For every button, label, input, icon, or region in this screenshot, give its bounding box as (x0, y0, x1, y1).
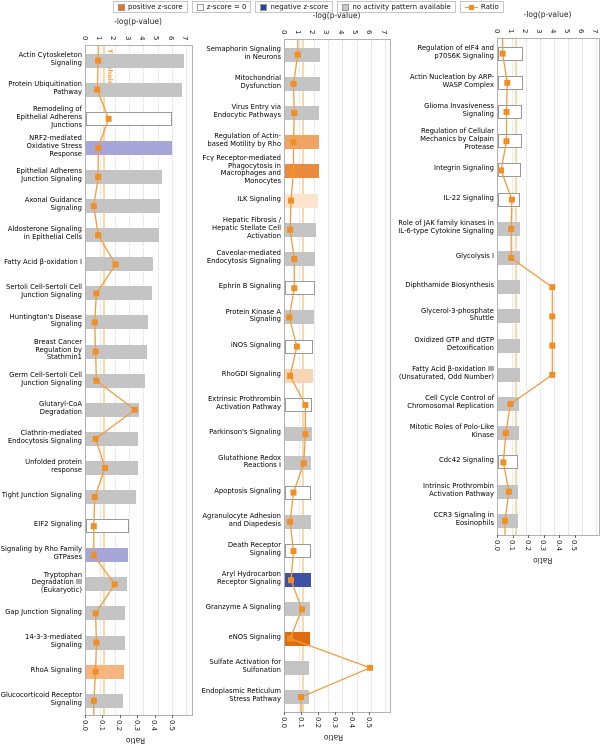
legend-item-label: no activity pattern available (352, 3, 451, 11)
ratio-tick-label: 0.3 (330, 717, 339, 729)
ratio-tick-label: 0.1 (508, 540, 516, 552)
pathway-label: Glioma Invasiveness Signaling (424, 102, 494, 118)
pathway-panel-2 (199, 0, 393, 746)
pathway-label: Clathrin-mediated Endocytosis Signaling (7, 428, 82, 445)
pathway-label: Integrin Signaling (433, 164, 494, 173)
pathway-label: Apoptosis Signaling (214, 486, 281, 495)
ratio-marker (298, 694, 304, 700)
ratio-line-overlay (86, 46, 192, 715)
pathway-label: Axonal Guidance Signaling (24, 196, 82, 213)
ratio-marker (92, 494, 98, 500)
pathway-label: Virus Entry via Endocytic Pathways (213, 103, 281, 119)
ratio-tick-label: 0.1 (97, 720, 106, 732)
neglogp-tick-label: 1 (293, 30, 302, 35)
neglogp-tick-label: 6 (166, 36, 175, 41)
ratio-marker (91, 523, 97, 529)
ratio-marker (91, 552, 97, 558)
ratio-tickmark (559, 535, 560, 538)
pathway-panel-3 (397, 0, 600, 746)
pathway-label: Fatty Acid β-oxidation I (4, 258, 82, 267)
ratio-marker (507, 401, 513, 407)
ratio-tickmark (528, 535, 529, 538)
ratio-marker (112, 581, 118, 587)
pathway-label: Huntington's Disease Signaling (9, 312, 82, 329)
ratio-tickmark (155, 715, 156, 718)
ratio-marker (286, 314, 292, 320)
pathway-label: Glycerol-3-phosphate Shuttle (421, 306, 494, 323)
ratio-tick-label: 0.4 (347, 717, 356, 729)
ratio-marker (102, 465, 108, 471)
neglogp-tick-label: 0 (492, 29, 501, 34)
ratio-marker (549, 313, 555, 319)
pathway-label: eNOS Signaling (228, 632, 281, 641)
neglogp-tick-label: 3 (322, 30, 331, 35)
pathway-label: RhoGDI Signaling (221, 369, 281, 378)
ratio-tick-label: 0.2 (523, 540, 532, 552)
ratio-marker (93, 290, 99, 296)
ratio-marker (549, 343, 555, 349)
neglogp-axis-title: -log(p-value) (114, 17, 162, 26)
ratio-marker (504, 80, 510, 86)
ratio-marker (500, 459, 506, 465)
ratio-tickmark (172, 715, 173, 718)
pathway-label: Semaphorin Signaling in Neurons (206, 44, 281, 61)
ratio-tick-label: 0.0 (492, 540, 501, 552)
pathway-label: Extrinsic Prothrombin Activation Pathway (208, 395, 281, 411)
ratio-tick-label: 0.2 (115, 720, 124, 732)
ratio-marker (94, 87, 100, 93)
neglogp-tick-label: 3 (534, 29, 543, 34)
pathway-label: Glucocorticoid Receptor Signaling (0, 690, 82, 707)
ratio-tickmark (137, 715, 138, 718)
ratio-marker (291, 139, 297, 145)
pathway-label: 14-3-3-mediated Signaling (25, 632, 82, 649)
pathway-label: NRF2-mediated Oxidative Stress Response (26, 134, 82, 158)
neglogp-tick-label: 7 (379, 30, 388, 35)
ratio-marker (291, 285, 297, 291)
ratio-marker (92, 320, 98, 326)
ratio-tick-label: 0.3 (132, 720, 141, 732)
ratio-marker (288, 198, 294, 204)
ratio-tickmark (318, 712, 319, 715)
ratio-marker (506, 489, 512, 495)
neglogp-tick-label: 4 (548, 29, 557, 34)
pathway-label: ILK Signaling (237, 194, 281, 203)
ratio-marker (91, 203, 97, 209)
neglogp-tick-label: 5 (562, 29, 571, 34)
neglogp-tick-label: 7 (180, 36, 189, 41)
ratio-line-overlay (285, 40, 390, 712)
ratio-marker (302, 402, 308, 408)
pathway-label: Sulfate Activation for Sulfonation (209, 657, 281, 674)
pathway-label: Germ Cell-Sertoli Cell Junction Signaling (9, 370, 82, 387)
ratio-tickmark (513, 535, 514, 538)
ratio-marker (508, 226, 514, 232)
neglogp-tick-label: 2 (308, 30, 317, 35)
ratio-marker (500, 51, 506, 57)
ratio-tick-label: 0.3 (539, 540, 547, 552)
ratio-tickmark (301, 712, 302, 715)
pathway-panel-1 (0, 0, 195, 746)
pathway-label: Tryptophan Degradation III (Eukaryotic) (31, 570, 82, 595)
pathway-label: iNOS Signaling (230, 340, 281, 349)
ratio-tick-label: 0.0 (279, 717, 288, 729)
ratio-marker (508, 255, 514, 261)
ratio-marker (287, 227, 293, 233)
ratio-tick-label: 0.0 (80, 720, 89, 732)
pathway-label: Ephrin B Signaling (218, 282, 281, 291)
pathway-label: Tight Junction Signaling (1, 491, 82, 500)
pathway-label: Protein Ubiquitination Pathway (8, 79, 82, 96)
ratio-tickmark (284, 712, 285, 715)
neglogp-tick-label: 6 (576, 29, 585, 34)
ratio-marker (91, 698, 97, 704)
ratio-tick-label: 0.1 (296, 717, 305, 729)
ratio-marker (295, 52, 301, 58)
ratio-tickmark (335, 712, 336, 715)
neglogp-tick-label: 1 (94, 36, 103, 41)
ratio-marker (504, 109, 510, 115)
neglogp-tick-label: 3 (123, 36, 132, 41)
pathway-label: Protein Kinase A Signaling (225, 307, 281, 324)
ratio-marker (132, 407, 138, 413)
neglogp-axis-title: -log(p-value) (523, 10, 572, 19)
ratio-marker (291, 168, 297, 174)
ratio-tickmark (102, 715, 103, 718)
neglogp-tick-label: 0 (279, 30, 288, 35)
pathway-label: Cdc42 Signaling (439, 456, 494, 465)
pathway-label: Gap Junction Signaling (5, 607, 82, 616)
ratio-marker (549, 372, 555, 378)
ratio-marker (287, 519, 293, 525)
ratio-marker (504, 138, 510, 144)
ratio-marker (502, 518, 508, 524)
ratio-marker (299, 606, 305, 612)
ratio-marker (93, 349, 99, 355)
pathway-label: Aryl Hydrocarbon Receptor Signaling (217, 570, 281, 587)
pathway-label: CCR3 Signaling in Eosinophils (433, 510, 494, 527)
pathway-label: Role of JAK family kinases in IL-6-type Cytokine Signaling (398, 218, 494, 235)
neglogp-tick-label: 1 (506, 29, 515, 34)
pathway-label: Unfolded protein response (25, 458, 82, 474)
ratio-marker (291, 81, 297, 87)
pathway-label: Caveolar-mediated Endocytosis Signaling (206, 249, 281, 265)
pathway-label: RhoA Signaling (30, 665, 82, 674)
neglogp-axis-title: -log(p-value) (312, 11, 361, 20)
pathway-label: Signaling by Rho Family GTPases (0, 545, 82, 562)
ratio-tickmark (352, 712, 353, 715)
pathway-label: Sertoli Cell-Sertoli Cell Junction Signaling (6, 283, 82, 300)
ratio-axis-title: Ratio (533, 556, 553, 565)
legend-item-label: z-score = 0 (206, 3, 247, 11)
ratio-marker (509, 197, 515, 203)
legend-item-label: Ratio (480, 3, 499, 11)
ratio-marker (291, 548, 297, 554)
pathway-label: Fatty Acid β-oxidation III (Unsaturated, Odd Number) (398, 364, 494, 381)
ratio-axis-title: Ratio (323, 733, 344, 742)
pathway-label: Oxidized GTP and dGTP Detoxification (414, 335, 494, 352)
ratio-tick-label: 0.2 (313, 717, 322, 729)
pathway-label: Regulation of Actin-based Motility by Rho (207, 132, 281, 149)
pathway-label: Regulation of eIF4 and p70S6K Signaling (417, 43, 494, 60)
ratio-marker (301, 460, 307, 466)
neglogp-tick-label: 2 (109, 36, 118, 41)
plot-area (85, 45, 193, 716)
neglogp-tick-label: 0 (80, 36, 89, 41)
plot-area (497, 38, 600, 536)
pathway-label: EIF2 Signaling (33, 520, 82, 529)
ratio-marker (302, 431, 308, 437)
pathway-label: Parkinson's Signaling (209, 428, 281, 437)
ratio-tick-label: 0.5 (364, 717, 373, 729)
pathway-label: Cell Cycle Control of Chromosomal Replication (407, 394, 494, 410)
pathway-label: Actin Cytoskeleton Signaling (18, 50, 82, 67)
neglogp-tick-label: 2 (520, 29, 529, 34)
ratio-marker (93, 436, 99, 442)
ratio-marker (367, 665, 373, 671)
pathway-label: IL-22 Signaling (443, 193, 494, 202)
ratio-tick-label: 0.4 (150, 720, 159, 732)
pathway-label: Mitotic Roles of Polo-Like Kinase (409, 423, 494, 440)
pathway-label: Agranulocyte Adhesion and Diapedesis (202, 511, 281, 528)
ratio-marker (95, 174, 101, 180)
ratio-marker (93, 610, 99, 616)
ratio-marker (113, 261, 119, 267)
pathway-label: Epithelial Adherens Junction Signaling (16, 167, 82, 183)
ratio-marker (291, 110, 297, 116)
neglogp-tick-label: 5 (351, 30, 359, 35)
ratio-marker (288, 577, 294, 583)
pathway-label: Remodeling of Epithelial Adherens Junctions (16, 104, 82, 129)
plot-area (284, 39, 391, 713)
ratio-axis-title: Ratio (125, 736, 146, 745)
legend-item-label: negative z-score (270, 3, 329, 11)
pathway-label: Mitochondrial Dysfunction (234, 73, 281, 90)
ratio-tick-label: 0.5 (570, 540, 578, 552)
ratio-marker (498, 167, 504, 173)
pathway-label: Fcγ Receptor-mediated Phagocytosis in Macrophages and Monocytes (202, 153, 281, 186)
ratio-marker (291, 256, 297, 262)
neglogp-tick-label: 4 (336, 30, 345, 35)
ratio-marker (291, 490, 297, 496)
neglogp-tick-label: 6 (365, 30, 374, 35)
ratio-marker (549, 284, 555, 290)
neglogp-tick-label: 7 (590, 29, 599, 34)
pathway-label: Breast Cancer Regulation by Stathmin1 (34, 337, 82, 362)
ratio-marker (93, 378, 99, 384)
legend-item-label: positive z-score (128, 3, 183, 11)
ratio-tickmark (544, 535, 545, 538)
pathway-label: Intrinsic Prothrombin Activation Pathway (423, 481, 494, 498)
ratio-marker (95, 145, 101, 151)
ratio-tickmark (575, 535, 576, 538)
ratio-tickmark (120, 715, 121, 718)
ratio-tickmark (85, 715, 86, 718)
ratio-marker (95, 58, 101, 64)
ratio-tick-label: 0.5 (167, 720, 176, 732)
ratio-marker (287, 373, 293, 379)
ratio-marker (503, 430, 509, 436)
ratio-line-overlay (498, 39, 599, 535)
ratio-tick-label: 0.4 (554, 540, 563, 552)
ratio-marker (93, 640, 99, 646)
pathway-label: Diphthamide Biosynthesis (405, 281, 494, 290)
pathway-label: Granzyme A Signaling (205, 603, 281, 612)
ratio-marker (106, 116, 112, 122)
neglogp-tick-label: 4 (137, 36, 146, 41)
pathway-label: Regulation of Cellular Mechanics by Calpain Protease (420, 127, 494, 152)
pathway-label: Glutathione Redox Reactions I (218, 453, 281, 470)
pathway-label: Aldosterone Signaling in Epithelial Cells (7, 225, 82, 242)
pathway-label: Glycolysis I (455, 252, 494, 261)
neglogp-tick-label: 5 (152, 36, 161, 41)
pathway-label: Endoplasmic Reticulum Stress Pathway (201, 687, 281, 703)
ratio-marker (294, 344, 300, 350)
pathway-label: Hepatic Fibrosis / Hepatic Stellate Cell Activation (211, 215, 281, 240)
ratio-tickmark (497, 535, 498, 538)
ratio-marker (93, 669, 99, 675)
ratio-marker (95, 232, 101, 238)
pathway-label: Glutaryl-CoA Degradation (38, 399, 82, 416)
pathway-label: Actin Nucleation by ARP-WASP Complex (409, 72, 494, 89)
pathway-label: Death Receptor Signaling (227, 541, 281, 557)
ratio-tickmark (369, 712, 370, 715)
ratio-marker (287, 636, 293, 642)
